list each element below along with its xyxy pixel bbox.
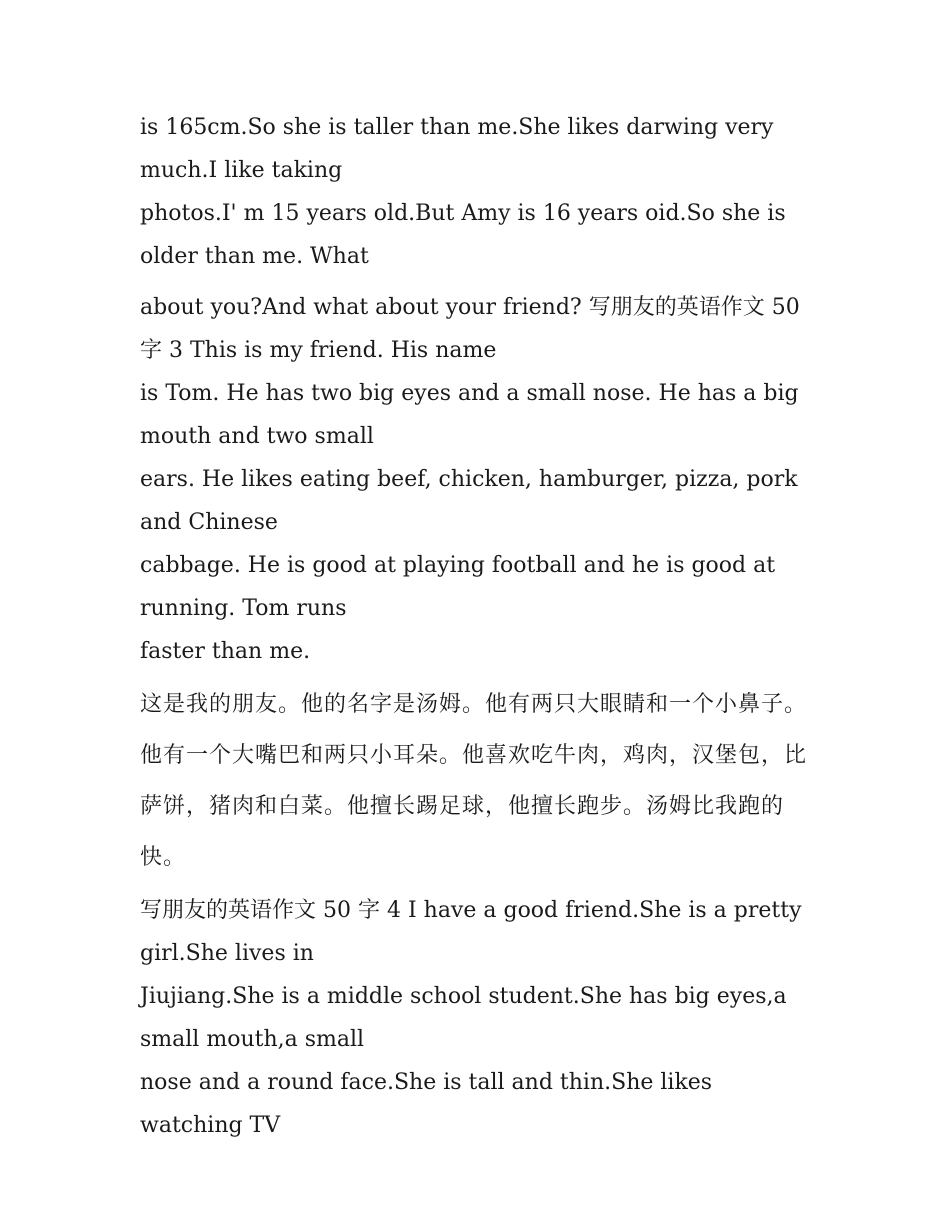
paragraph-7: faster than me. (140, 639, 311, 664)
document-page (140, 106, 820, 1147)
paragraph-chinese-translation: 这是我的朋友。他的名字是汤姆。他有两只大眼睛和一个小鼻子。他有一个大嘴巴和两只小耳朵。他喜欢吃牛肉，鸡肉，汉堡包，比萨饼，猪肉和白菜。他擅长踢足球，他擅长跑步。汤姆比我跑的快。 (140, 692, 808, 870)
paragraph-8: 写朋友的英语作文 50 字 4 I have a good friend.She is a pretty girl.She lives in (140, 898, 802, 966)
paragraph-6: cabbage. He is good at playing football and he is good at running. Tom runs (140, 553, 776, 621)
paragraph-9: Jiujiang.She is a middle school student.She has big eyes,a small mouth,a small (140, 984, 787, 1052)
paragraph-2: photos.I' m 15 years old.But Amy is 16 years oid.So she is older than me. What (140, 201, 786, 269)
paragraph-3: about you?And what about your friend? 写朋友的英语作文 50 字 3 This is my friend. His name (140, 295, 800, 363)
paragraph-10: nose and a round face.She is tall and thin.She likes watching TV (140, 1070, 713, 1138)
paragraph-4: is Tom. He has two big eyes and a small nose. He has a big mouth and two small (140, 381, 799, 449)
paragraph-1: is 165cm.So she is taller than me.She likes darwing very much.I like taking (140, 115, 774, 183)
paragraph-5: ears. He likes eating beef, chicken, hamburger, pizza, pork and Chinese (140, 467, 798, 535)
